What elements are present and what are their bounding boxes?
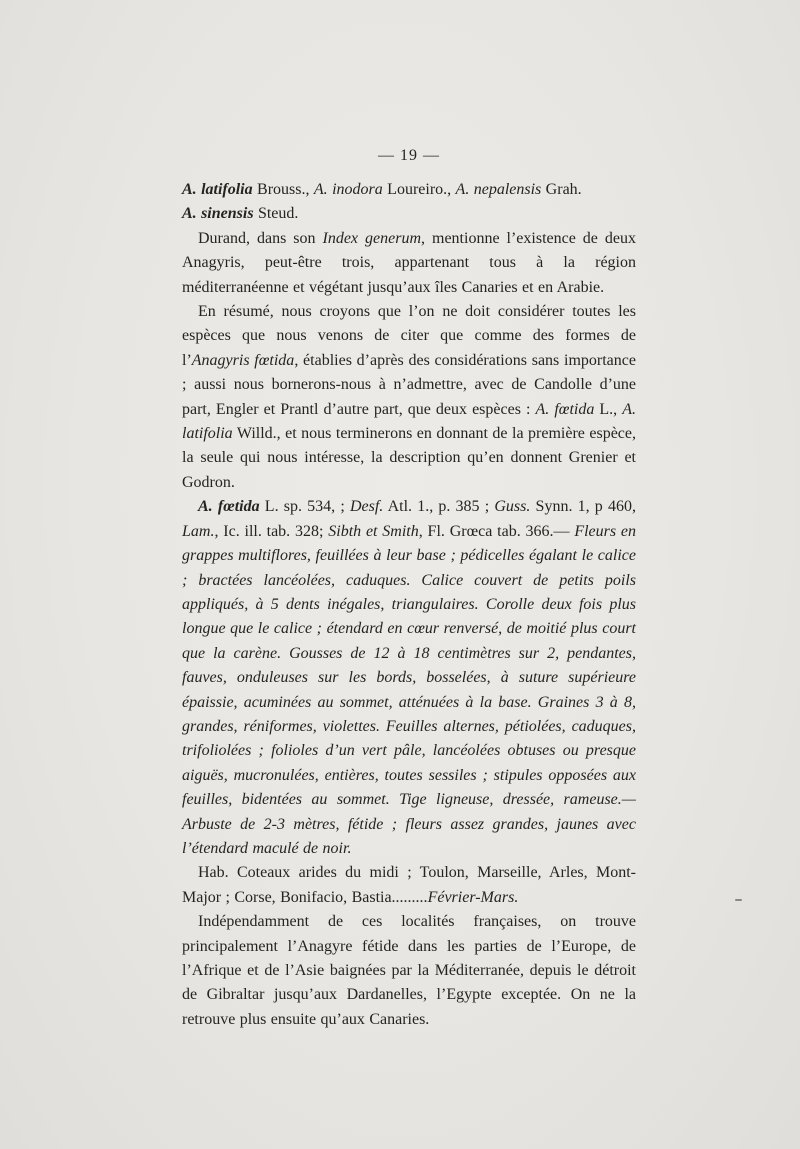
text-run: Hab. Coteaux arides du midi ; Toulon, Marseille, Arles, Mont-Major ; Corse, Bonifacio, Bastia.........	[182, 864, 636, 906]
text-run: Atl. 1., p. 385 ;	[383, 498, 495, 516]
text-run: L.,	[594, 400, 623, 418]
text-run: Index generum	[322, 229, 422, 247]
paragraph-species-list-line-2	[182, 202, 636, 226]
text-run: A. nepalensis	[455, 181, 542, 198]
text-run: Synn. 1, p 460,	[530, 498, 636, 516]
text-run: A. sinensis	[182, 205, 254, 223]
text-run: Loureiro.,	[382, 181, 456, 198]
text-run: A. latifolia	[182, 181, 253, 198]
text-run: A. fœtida	[198, 498, 260, 516]
text-run: A. inodora	[313, 181, 383, 198]
paragraph-en-resume	[182, 300, 636, 495]
text-run: L. sp. 534, ;	[259, 498, 350, 516]
text-run: Sibth et Smith	[328, 522, 419, 540]
text-run: A. latifolia	[182, 400, 637, 443]
text-run: A. fœtida	[535, 400, 595, 418]
text-run: , Ic. ill. tab. 328;	[214, 522, 329, 540]
page-number: — 19 —	[378, 147, 440, 164]
text-run: Guss.	[494, 498, 531, 516]
text-run: Février-Mars.	[427, 888, 519, 906]
text-run: , établies d’après des considérations sans importance ; aussi nous bornerons-nous à n’admettre, avec de Candolle d’une part, Engler et Prantl d’autre part, que deux espèces :	[182, 351, 636, 418]
paragraph-habitat	[182, 861, 636, 910]
text-block	[182, 146, 636, 1032]
text-run: Willd., et nous terminerons en donnant de la première espèce, la seule qui nous intéresse, la description qu’en donnent Grenier et Godron.	[182, 425, 636, 491]
paragraph-durand	[182, 227, 636, 300]
text-run: Brouss.,	[252, 181, 314, 198]
text-run: Durand, dans son	[198, 229, 323, 247]
paragraph-species-list-line-1	[182, 178, 636, 202]
text-run: Anagyris fœtida	[191, 351, 295, 369]
text-run: En résumé, nous croyons que l’on ne doit considérer toutes les espèces que nous venons de citer que comme des formes de l’	[182, 303, 636, 369]
paragraph-repartition	[182, 910, 636, 1032]
text-run: Fleurs en grappes multiflores, feuillées à leur base ; pédicelles égalant le calice ; bractées lancéolées, caduques. Calice couvert de petits poils appliqués, à 5 dents inégales, triangulaires. Corolle deux fois plus longue que le calice ; étendard en cœur renversé, de moitié plus court que la carène. Gousses de 12 à 18 centimètres sur 2, pendantes, fauves, onduleuses sur les bords, bosselées, à suture supérieure épaissie, acuminées au sommet, atténuées à la base. Graines 3 à 8, grandes, réniformes, violettes. Feuilles alternes, pétiolées, caduques, trifoliolées ; folioles d’un vert pâle, lancéolées obtuses ou presque aiguës, mucronulées, entières, toutes sessiles ; stipules opposées aux feuilles, bidentées au sommet. Tige ligneuse, dressée, rameuse.— Arbuste de 2-3 mètres, fétide ; fleurs assez grandes, jaunes avec l’étendard maculé de noir.	[182, 522, 636, 857]
text-run: , Fl. Grœca tab. 366.—	[418, 522, 575, 540]
text-run: Grah.	[541, 181, 582, 198]
scan-artifact	[735, 899, 742, 901]
paragraph-description-botanique	[182, 495, 636, 861]
text-run: Steud.	[253, 205, 299, 223]
text-run: Desf.	[349, 498, 384, 516]
text-run: Indépendamment de ces localités françaises, on trouve principalement l’Anagyre fétide dans les parties de l’Europe, de l’Afrique et de l’Asie baignées par la Méditerranée, depuis le détroit de Gibraltar jusqu’aux Dardanelles, l’Egypte exceptée. On ne la retrouve plus ensuite qu’aux Canaries.	[182, 913, 636, 1028]
text-run: Lam.	[182, 522, 215, 540]
text-run: , mentionne l’existence de deux Anagyris, peut-être trois, appartenant tous à la région méditerranéenne et végétant jusqu’aux îles Canaries et en Arabie.	[182, 229, 636, 296]
